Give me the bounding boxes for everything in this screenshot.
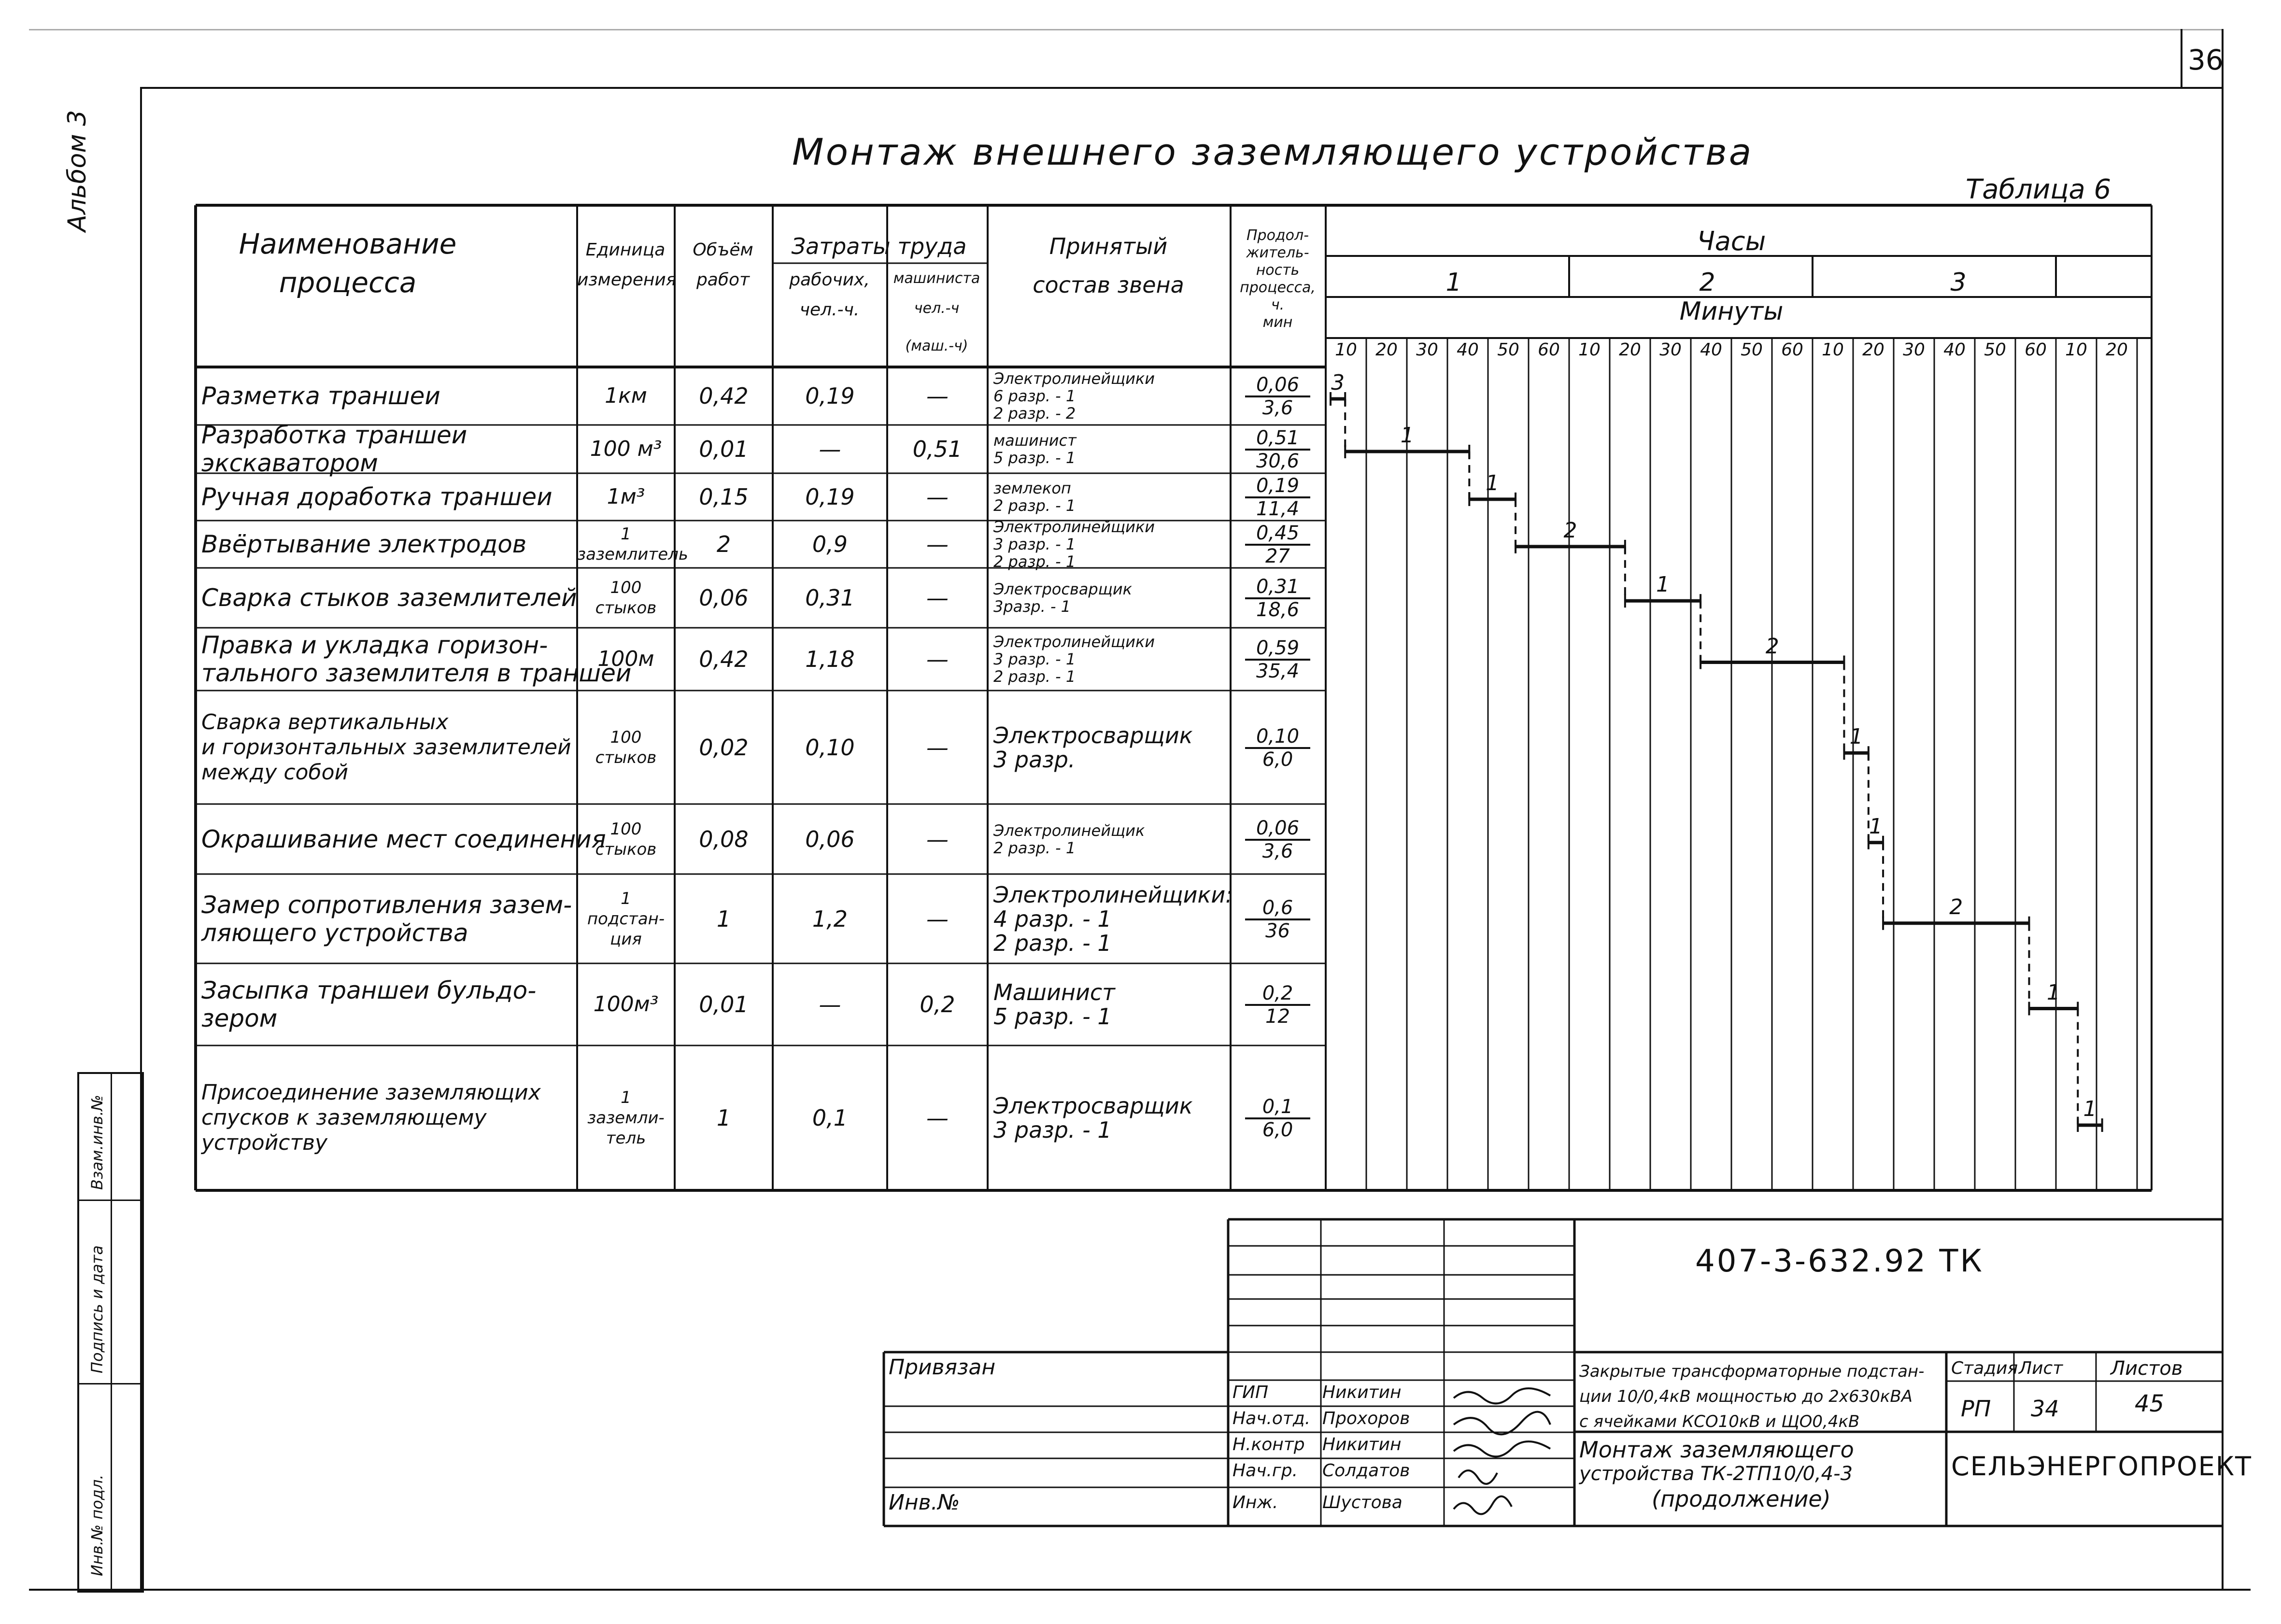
minute-tick-label: 60: [1538, 340, 1560, 360]
stage-value: РП: [1961, 1396, 1991, 1422]
crew-line: Электролинейщики: [993, 369, 1155, 388]
labor-machinist-value: —: [926, 734, 949, 761]
volume-value: 1: [716, 1105, 731, 1131]
duration-value: 0,2 12: [1245, 983, 1310, 1027]
process-name: зером: [201, 1004, 278, 1032]
duration-value: 0,6 36: [1245, 897, 1310, 942]
process-name: Сварка стыков заземлителей: [201, 584, 577, 612]
process-name: Разработка траншеи: [201, 421, 468, 449]
minute-tick-label: 30: [1903, 340, 1925, 360]
unit-value: 100м: [597, 647, 654, 671]
volume-value: 0,01: [699, 991, 749, 1017]
process-name: Окрашивание мест соединения: [201, 825, 606, 853]
crew-line: Электролинейщики: [993, 633, 1155, 651]
labor-machinist-value: —: [926, 383, 949, 409]
duration-value: 0,10 6,0: [1245, 726, 1310, 770]
header-labor-machinist-1: машиниста: [893, 270, 980, 287]
process-name: между собой: [201, 760, 349, 785]
sheet-title-2: устройства ТК-2ТП10/0,4-3: [1579, 1463, 1853, 1485]
minute-tick-label: 40: [1457, 340, 1479, 360]
minute-tick-label: 10: [2065, 340, 2087, 360]
crew-line: 3 разр. - 1: [993, 535, 1076, 553]
unit-value: 1: [621, 1088, 631, 1107]
crew-line: 5 разр. - 1: [993, 449, 1076, 467]
crew-line: 6 разр. - 1: [993, 387, 1076, 405]
process-name: Разметка траншеи: [201, 382, 440, 410]
crew-line: 3 разр. - 1: [993, 650, 1076, 668]
process-name: экскаватором: [201, 449, 378, 477]
labor-machinist-value: —: [926, 484, 949, 510]
crew-line: 5 разр. - 1: [993, 1003, 1112, 1030]
role-4: Нач.гр.: [1233, 1461, 1298, 1481]
role-3: Н.контр: [1233, 1435, 1305, 1455]
header-volume-2: работ: [696, 270, 750, 290]
album-label: Альбом 3: [63, 110, 92, 232]
unit-value: 100: [610, 578, 642, 597]
duration-value: 0,45 27: [1245, 523, 1310, 567]
organization: СЕЛЬЭНЕРГОПРОЕКТ: [1951, 1451, 2253, 1482]
name-2: Прохоров: [1322, 1409, 1410, 1428]
duration-value: 0,51 30,6: [1245, 427, 1310, 472]
crew-line: 3 разр. - 1: [993, 1117, 1112, 1143]
crew-line: 3 разр.: [993, 746, 1076, 773]
header-name-1: Наименование: [239, 227, 457, 260]
labor-workers-value: 1,2: [812, 905, 848, 932]
page-title: Монтаж внешнего заземляющего устройства: [792, 130, 1754, 173]
inner-frame-top: [140, 87, 2222, 89]
crew-line: 2 разр. - 1: [993, 667, 1076, 686]
labor-workers-value: —: [819, 991, 841, 1017]
unit-value: стыков: [595, 598, 657, 618]
crew-line: Электролинейщик: [993, 821, 1145, 840]
minute-tick-label: 20: [1375, 340, 1398, 360]
process-name: Ввёртывание электродов: [201, 530, 527, 558]
minute-tick-label: 10: [1822, 340, 1844, 360]
unit-value: заземлитель: [577, 545, 688, 564]
unit-value: 1м³: [607, 484, 645, 509]
unit-value: подстан-: [587, 909, 665, 929]
sheet-title-1: Монтаж заземляющего: [1579, 1437, 1854, 1463]
process-name: Правка и укладка горизон-: [201, 631, 548, 659]
labor-workers-value: 1,18: [805, 646, 855, 672]
role-5: Инж.: [1233, 1493, 1278, 1512]
side-stamp-replace: Взам.инв.№: [88, 1095, 106, 1190]
gantt-crew-label: 2: [1765, 634, 1779, 659]
volume-value: 0,08: [699, 826, 749, 852]
unit-value: 100: [610, 727, 642, 747]
crew-line: Электролинейщики:: [993, 881, 1233, 908]
process-name: тального заземлителя в траншеи: [201, 659, 632, 687]
crew-line: 2 разр. - 2: [993, 404, 1076, 423]
labor-workers-value: 0,10: [805, 734, 855, 761]
header-labor-workers-1: рабочих,: [789, 270, 870, 290]
side-stamp-inv: Инв.№ подл.: [88, 1474, 106, 1576]
minute-tick-label: 20: [2106, 340, 2128, 360]
labor-machinist-value: —: [926, 585, 949, 611]
name-3: Никитин: [1322, 1435, 1402, 1455]
signatures: [1444, 1379, 1570, 1519]
volume-value: 0,42: [699, 646, 749, 672]
labor-workers-value: 0,1: [812, 1105, 848, 1131]
header-unit-1: Единица: [585, 240, 666, 260]
crew-line: Электросварщик: [993, 580, 1132, 598]
header-labor-machinist-2: чел.-ч: [914, 300, 960, 317]
labor-machinist-value: —: [926, 826, 949, 852]
minute-tick-label: 50: [1741, 340, 1763, 360]
header-hour-2: 2: [1699, 268, 1715, 297]
header-labor-machinist-3: (маш.-ч): [905, 338, 968, 354]
minute-tick-label: 50: [1984, 340, 2006, 360]
labor-workers-value: 0,31: [805, 585, 855, 611]
duration-value: 0,59 35,4: [1245, 637, 1310, 682]
unit-value: 1: [621, 524, 631, 544]
header-crew-2: состав звена: [1033, 272, 1184, 298]
frame-top: [29, 29, 2222, 30]
minute-tick-label: 60: [1781, 340, 1803, 360]
minute-tick-label: 40: [1700, 340, 1722, 360]
process-name: Сварка вертикальных: [201, 709, 449, 734]
project-title-3: с ячейками КСО10кВ и ЩО0,4кВ: [1579, 1412, 1860, 1431]
minute-tick-label: 30: [1416, 340, 1438, 360]
process-name: Засыпка траншеи бульдо-: [201, 976, 537, 1004]
minute-tick-label: 20: [1862, 340, 1884, 360]
volume-value: 0,01: [699, 436, 749, 462]
designation: 407-3-632.92 ТК: [1695, 1243, 1984, 1279]
process-name: устройству: [201, 1130, 328, 1155]
gantt-crew-label: 1: [2046, 980, 2060, 1005]
corner-box-line: [2181, 29, 2182, 87]
volume-value: 0,42: [699, 383, 749, 409]
minute-tick-label: 20: [1619, 340, 1641, 360]
header-hours: Часы: [1697, 226, 1766, 256]
labor-workers-value: 0,06: [805, 826, 855, 852]
crew-line: 2 разр. - 1: [993, 496, 1076, 515]
stage-label: Стадия: [1951, 1358, 2018, 1378]
process-name: и горизонтальных заземлителей: [201, 734, 571, 760]
minute-tick-label: 50: [1497, 340, 1519, 360]
volume-value: 0,06: [699, 585, 749, 611]
gantt-crew-label: 1: [1486, 470, 1500, 495]
crew-line: Машинист: [993, 979, 1115, 1005]
sheet-label: Лист: [2019, 1358, 2063, 1378]
header-name-2: процесса: [279, 266, 417, 299]
labor-workers-value: 0,19: [805, 383, 855, 409]
header-labor: Затраты труда: [791, 233, 967, 259]
gantt-crew-label: 3: [1331, 370, 1345, 395]
labor-machinist-value: —: [926, 646, 949, 672]
unit-value: 100: [610, 819, 642, 839]
project-title-2: ции 10/0,4кВ мощностью до 2х630кВА: [1579, 1387, 1913, 1406]
gantt-crew-label: 1: [1656, 572, 1670, 597]
role-1: ГИП: [1233, 1383, 1269, 1402]
gantt-crew-label: 2: [1949, 894, 1963, 919]
crew-line: 2 разр. - 1: [993, 930, 1112, 956]
header-hour-1: 1: [1445, 268, 1462, 297]
sheet-value: 34: [2031, 1396, 2059, 1422]
header-labor-workers-2: чел.-ч.: [799, 300, 860, 320]
process-name: Ручная доработка траншеи: [201, 483, 553, 511]
labor-workers-value: 0,9: [812, 531, 848, 557]
crew-line: Электросварщик: [993, 1093, 1193, 1119]
duration-value: 0,06 3,6: [1245, 374, 1310, 419]
sheet-corner-number: 36: [2188, 43, 2224, 76]
role-2: Нач.отд.: [1233, 1409, 1311, 1428]
unit-value: тель: [606, 1129, 646, 1148]
project-title-1: Закрытые трансформаторные подстан-: [1579, 1362, 1925, 1381]
sheets-label: Листов: [2111, 1357, 2183, 1380]
labor-workers-value: —: [819, 436, 841, 462]
unit-value: 100м³: [593, 992, 659, 1017]
side-stamp: [77, 1072, 144, 1593]
labor-machinist-value: 0,51: [912, 436, 963, 462]
sheets-value: 45: [2135, 1390, 2165, 1417]
gantt-crew-label: 1: [1869, 814, 1883, 839]
process-name: Замер сопротивления зазем-: [201, 890, 572, 919]
crew-line: 2 разр. - 1: [993, 838, 1076, 857]
side-stamp-signature: Подпись и дата: [88, 1245, 106, 1373]
gantt-crew-label: 1: [1849, 724, 1863, 749]
gantt-crew-label: 1: [1400, 423, 1414, 448]
crew-line: машинист: [993, 431, 1077, 450]
crew-line: 4 разр. - 1: [993, 905, 1112, 932]
crew-line: землекоп: [993, 479, 1071, 497]
labor-machinist-value: —: [926, 1105, 949, 1131]
labor-machinist-value: —: [926, 531, 949, 557]
header-minutes: Минуты: [1679, 297, 1784, 326]
name-1: Никитин: [1322, 1383, 1402, 1402]
process-name: Присоединение заземляющих: [201, 1080, 541, 1105]
minute-tick-label: 30: [1659, 340, 1682, 360]
header-duration: Продол- житель- ность процесса, ч. мин: [1240, 227, 1316, 331]
sheet-title-3: (продолжение): [1652, 1486, 1831, 1512]
gantt-crew-label: 2: [1563, 518, 1577, 543]
process-name: ляющего устройства: [201, 918, 468, 947]
volume-value: 2: [716, 531, 731, 557]
unit-value: ция: [610, 929, 642, 949]
volume-value: 0,15: [699, 484, 749, 510]
labor-machinist-value: 0,2: [920, 991, 955, 1017]
unit-value: 1: [621, 889, 631, 908]
duration-value: 0,06 3,6: [1245, 818, 1310, 862]
frame-bottom: [29, 1589, 2251, 1591]
minute-tick-label: 10: [1578, 340, 1601, 360]
minute-tick-label: 40: [1943, 340, 1966, 360]
minute-tick-label: 60: [2025, 340, 2047, 360]
crew-line: Электросварщик: [993, 722, 1193, 748]
duration-value: 0,1 6,0: [1245, 1096, 1310, 1141]
header-crew-1: Принятый: [1049, 233, 1168, 259]
duration-value: 0,31 18,6: [1245, 576, 1310, 621]
unit-value: стыков: [595, 748, 657, 767]
header-unit-2: измерения: [577, 270, 677, 290]
table-label: Таблица 6: [1966, 174, 2111, 205]
unit-value: 100 м³: [590, 437, 662, 461]
unit-value: заземли-: [587, 1108, 665, 1128]
header-hour-3: 3: [1950, 268, 1967, 297]
name-4: Солдатов: [1322, 1461, 1410, 1481]
header-volume-1: Объём: [693, 240, 753, 260]
crew-line: 2 разр. - 1: [993, 552, 1076, 571]
volume-value: 0,02: [699, 734, 749, 761]
inv-label: Инв.№: [889, 1490, 960, 1515]
unit-value: стыков: [595, 839, 657, 859]
gantt-crew-label: 1: [2083, 1097, 2097, 1121]
attached-label: Привязан: [889, 1355, 996, 1380]
labor-workers-value: 0,19: [805, 484, 855, 510]
name-5: Шустова: [1322, 1493, 1403, 1512]
crew-line: Электролинейщики: [993, 518, 1155, 536]
volume-value: 1: [716, 905, 731, 932]
unit-value: 1км: [605, 383, 647, 408]
crew-line: 3разр. - 1: [993, 597, 1071, 616]
minute-tick-label: 10: [1335, 340, 1357, 360]
duration-value: 0,19 11,4: [1245, 475, 1310, 520]
labor-machinist-value: —: [926, 905, 949, 932]
process-name: спусков к заземляющему: [201, 1105, 487, 1130]
